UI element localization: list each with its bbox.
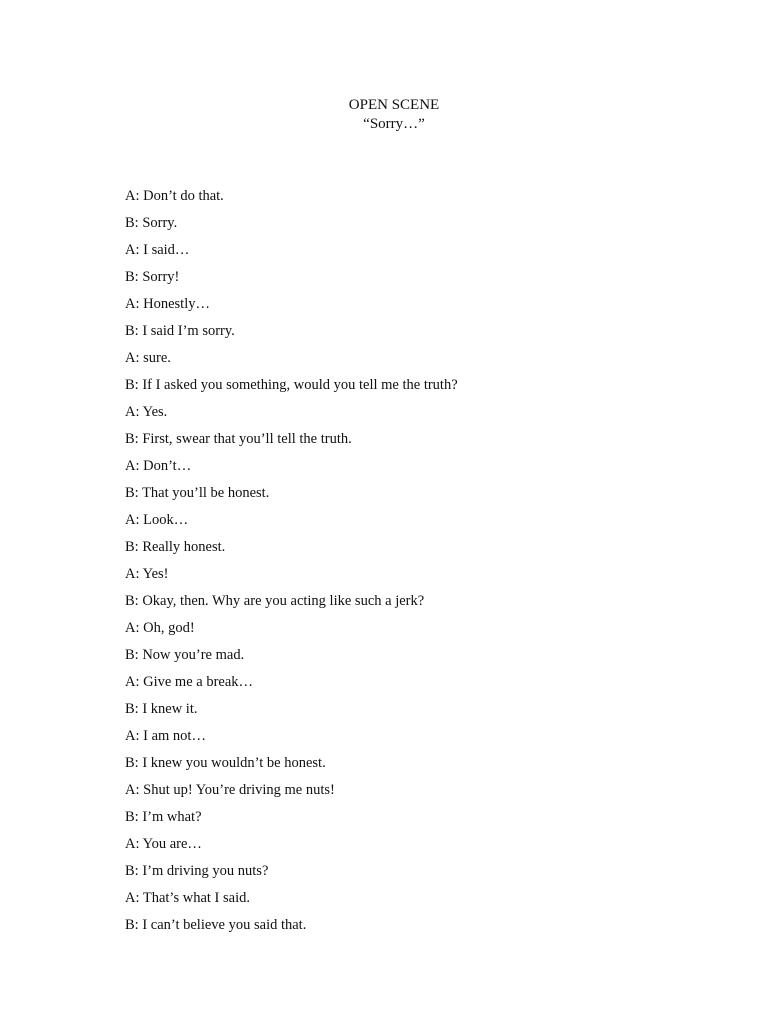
dialogue-line: A: I am not… [125,728,206,744]
dialogue-line: A: Yes. [125,404,168,420]
scene-subtitle: “Sorry…” [363,116,425,132]
dialogue-line: B: I knew it. [125,701,198,717]
dialogue-line: A: That’s what I said. [125,890,250,906]
dialogue-list [125,186,458,942]
title-block [0,96,768,134]
dialogue-line: B: I can’t believe you said that. [125,917,307,933]
dialogue-line: B: I said I’m sorry. [125,323,235,339]
dialogue-line: B: I’m what? [125,809,202,825]
scene-heading: OPEN SCENE [348,97,440,113]
dialogue-line: A: Don’t… [125,458,192,474]
dialogue-line: B: If I asked you something, would you tell me the truth? [125,377,458,393]
dialogue-line: B: Sorry. [125,215,178,231]
dialogue-line: A: Yes! [125,566,169,582]
dialogue-line: A: Shut up! You’re driving me nuts! [125,782,335,798]
dialogue-line: A: Don’t do that. [125,188,224,204]
dialogue-line: B: Now you’re mad. [125,647,245,663]
dialogue-line: B: I knew you wouldn’t be honest. [125,755,326,771]
dialogue-line: A: sure. [125,350,171,366]
dialogue-line: B: Really honest. [125,539,226,555]
dialogue-line: B: First, swear that you’ll tell the truth. [125,431,352,447]
dialogue-line: B: That you’ll be honest. [125,485,270,501]
dialogue-line: B: Okay, then. Why are you acting like such a jerk? [125,593,425,609]
dialogue-line: A: Look… [125,512,189,528]
dialogue-line: B: Sorry! [125,269,180,285]
dialogue-line: B: I’m driving you nuts? [125,863,269,879]
dialogue-line: A: I said… [125,242,190,258]
dialogue-line: A: You are… [125,836,202,852]
dialogue-line: A: Honestly… [125,296,210,312]
dialogue-line: A: Oh, god! [125,620,195,636]
dialogue-line: A: Give me a break… [125,674,254,690]
